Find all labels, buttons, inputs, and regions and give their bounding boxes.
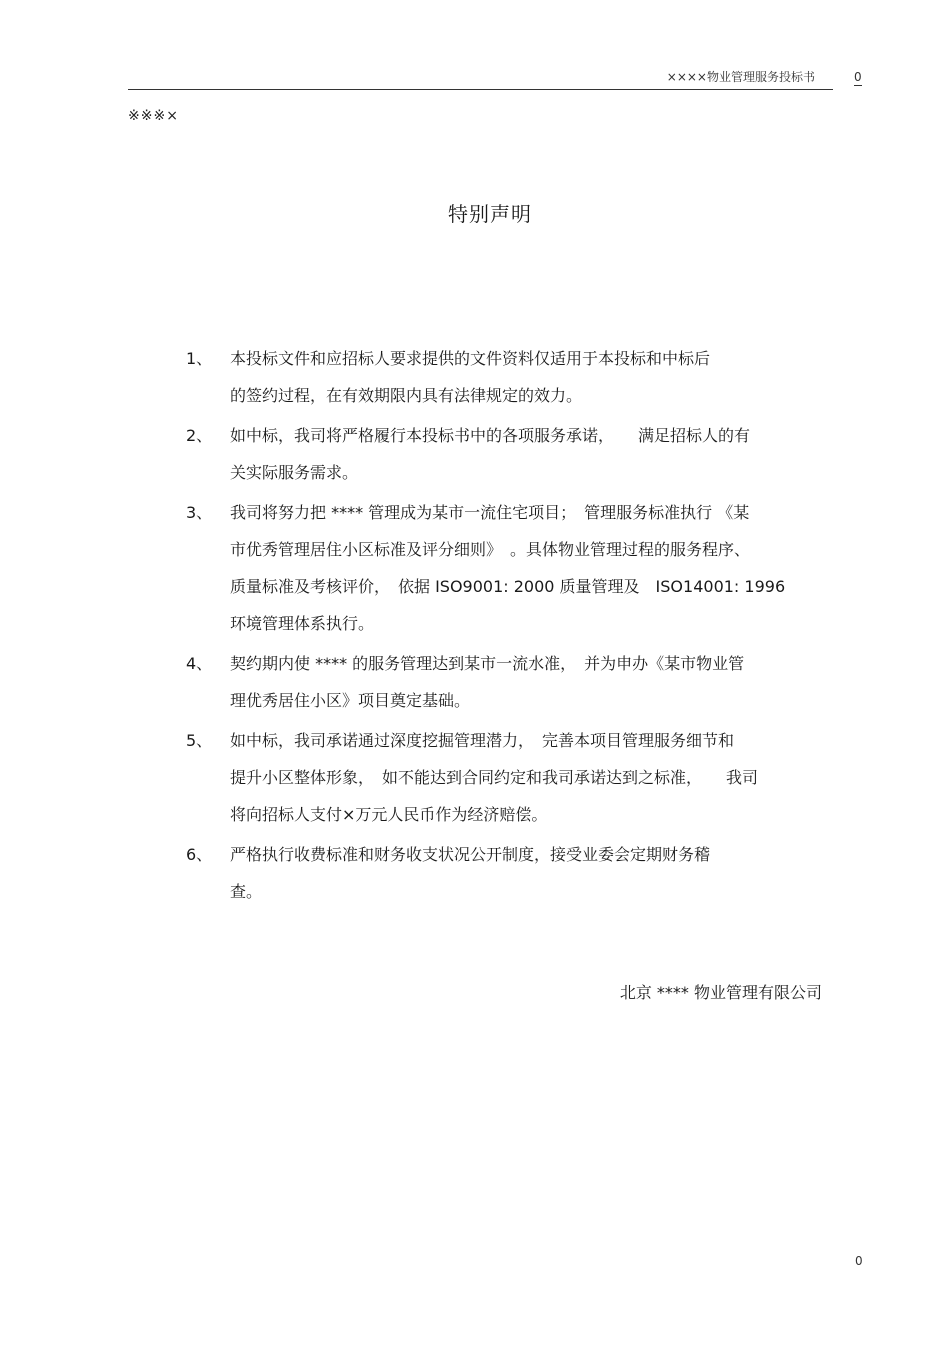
clause-text-line: 提升小区整体形象， 如不能达到合同约定和我司承诺达到之标准， 我司 <box>230 768 759 787</box>
clause-number: 5、 <box>186 731 213 750</box>
clause-text-line: 严格执行收费标准和财务收支状况公开制度，接受业委会定期财务稽 <box>230 845 711 864</box>
clause-text-line: 的签约过程，在有效期限内具有法律规定的效力。 <box>230 386 583 405</box>
clause-list <box>186 340 836 913</box>
clause-text-line: 关实际服务需求。 <box>230 463 359 482</box>
clause-5 <box>186 722 836 833</box>
clause-2 <box>186 417 836 491</box>
clause-text-line: 本投标文件和应招标人要求提供的文件资料仅适用于本投标和中标后 <box>230 349 711 368</box>
header-title: ××××物业管理服务投标书 <box>666 70 815 84</box>
clause-1 <box>186 340 836 414</box>
clause-number: 2、 <box>186 426 213 445</box>
clause-text-line: 理优秀居住小区》项目奠定基础。 <box>230 691 471 710</box>
clause-number: 1、 <box>186 349 213 368</box>
clause-text-line: 如中标，我司将严格履行本投标书中的各项服务承诺， 满足招标人的有 <box>230 426 751 445</box>
clause-text-line: 如中标，我司承诺通过深度挖掘管理潜力， 完善本项目管理服务细节和 <box>230 731 735 750</box>
clause-text-line: 契约期内使 **** 的服务管理达到某市一流水准， 并为申办《某市物业管 <box>230 654 745 673</box>
clause-number: 4、 <box>186 654 213 673</box>
document-title: 特别声明 <box>448 202 532 226</box>
clause-number: 3、 <box>186 503 213 522</box>
company-mark: ※※※× <box>128 108 179 124</box>
company-signature: 北京 **** 物业管理有限公司 <box>619 983 822 1002</box>
clause-text-line: 将向招标人支付×万元人民币作为经济赔偿。 <box>230 805 548 824</box>
clause-number: 6、 <box>186 845 213 864</box>
clause-text-line: 质量标准及考核评价， 依据 ISO9001: 2000 质量管理及 ISO14001: 1996 <box>230 577 786 596</box>
clause-text-line: 我司将努力把 **** 管理成为某市一流住宅项目； 管理服务标准执行 《某 <box>230 503 750 522</box>
clause-3 <box>186 494 836 642</box>
header-page-number: 0 <box>854 70 862 84</box>
footer-page-number: 0 <box>855 1254 863 1268</box>
clause-6 <box>186 836 836 910</box>
header-divider <box>128 89 833 90</box>
clause-text-line: 环境管理体系执行。 <box>230 614 375 633</box>
clause-4 <box>186 645 836 719</box>
clause-text-line: 查。 <box>230 882 263 901</box>
clause-text-line: 市优秀管理居住小区标准及评分细则》 。具体物业管理过程的服务程序、 <box>230 540 751 559</box>
